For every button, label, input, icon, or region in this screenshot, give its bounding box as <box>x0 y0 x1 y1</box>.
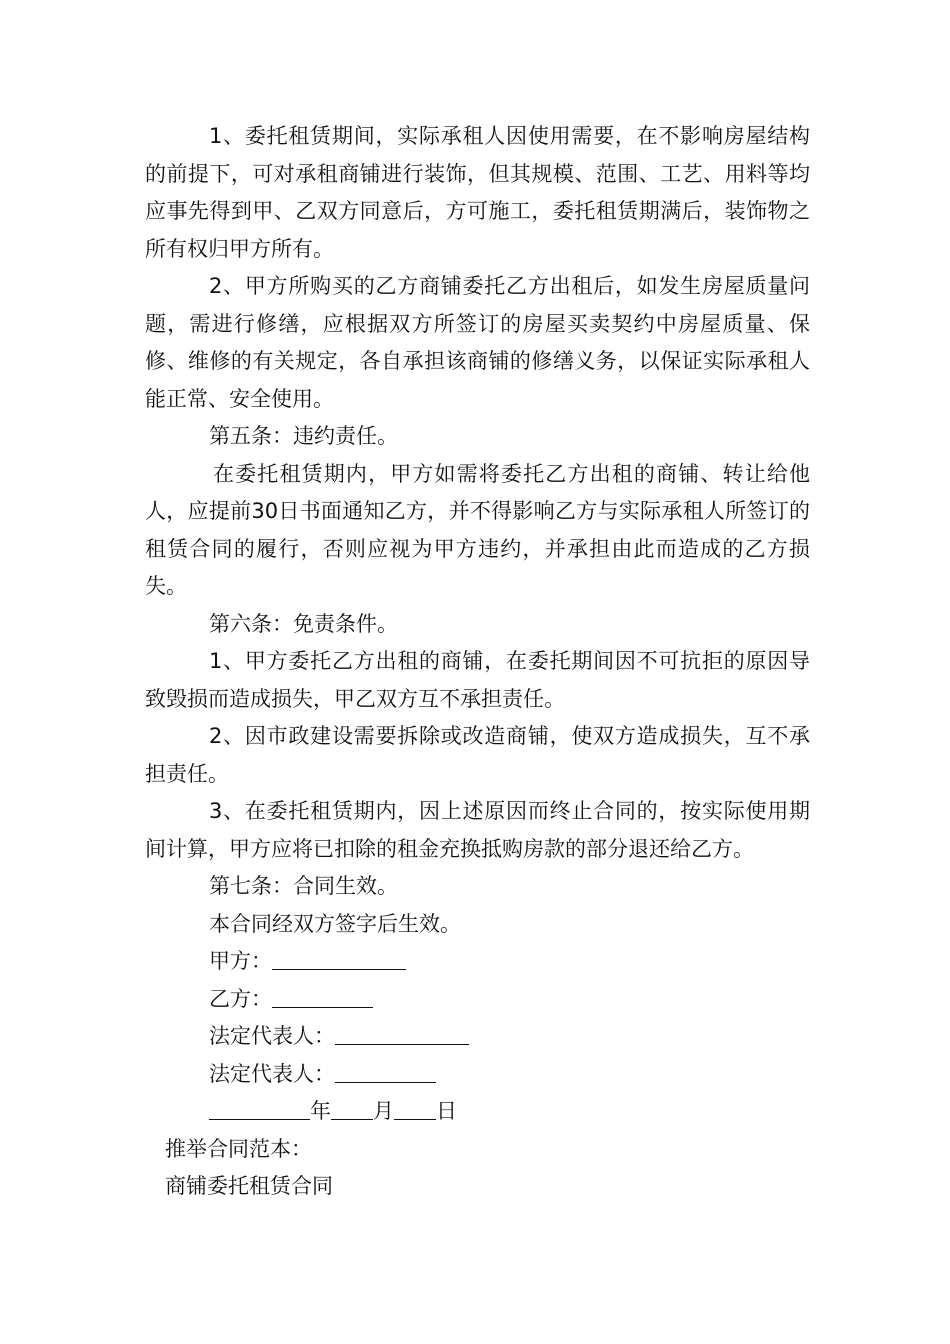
legal-rep-label-2: 法定代表人： <box>209 1061 335 1086</box>
day-label: 日 <box>436 1099 457 1123</box>
legal-rep-label-1: 法定代表人： <box>209 1024 335 1048</box>
party-a-blank <box>272 947 406 970</box>
party-b-blank <box>272 985 373 1008</box>
month-blank <box>331 1097 373 1120</box>
contract-title: 商铺委托租赁合同 <box>165 1174 333 1198</box>
recommend-label: 推举合同范本： <box>165 1136 312 1161</box>
party-a-label: 甲方： <box>209 949 272 973</box>
party-b-label: 乙方： <box>209 986 272 1011</box>
legal-rep-blank-1 <box>335 1022 469 1045</box>
section-heading: 第五条：违约责任。 <box>209 424 398 448</box>
clause-paragraph: 2、甲方所购买的乙方商铺委托乙方出租后，如发生房屋质量问题，需进行修缮，应根据双方所签订的房屋买卖契约中房屋质量、保修、维修的有关规定，各自承担该商铺的修缮义务，以保证实际承租人能正常、安全使用。 <box>145 274 810 411</box>
clause-paragraph: 1、委托租赁期间，实际承租人因使用需要，在不影响房屋结构的前提下，可对承租商铺进行装饰，但其规模、范围、工艺、用料等均应事先得到甲、乙双方同意后，方可施工，委托租赁期满后，装饰物之所有权归甲方所有。 <box>145 124 810 261</box>
date-line <box>145 1093 810 1131</box>
section-heading: 第六条：免责条件。 <box>209 611 398 636</box>
clause-paragraph: 3、在委托租赁期内，因上述原因而终止合同的，按实际使用期间计算，甲方应将已扣除的租金充换抵购房款的部分退还给乙方。 <box>145 799 810 861</box>
clause-paragraph: 2、因市政建设需要拆除或改造商铺，使双方造成损失，互不承担责任。 <box>145 724 810 786</box>
day-blank <box>394 1097 436 1120</box>
clause-paragraph: 1、甲方委托乙方出租的商铺，在委托期间因不可抗拒的原因导致毁损而造成损失，甲乙双方互不承担责任。 <box>145 649 810 711</box>
year-label: 年 <box>310 1099 331 1123</box>
document-body <box>145 118 810 1206</box>
section-heading: 第七条：合同生效。 <box>209 874 398 898</box>
party-b-signature-line <box>145 981 810 1019</box>
legal-rep-line-1 <box>145 1018 810 1056</box>
clause-paragraph: 在委托租赁期内，甲方如需将委托乙方出租的商铺、转让给他人，应提前30日书面通知乙方，并不得影响乙方与实际承租人所签订的租赁合同的履行，否则应视为甲方违约，并承担由此而造成的乙方损失。 <box>145 461 810 598</box>
year-blank <box>209 1097 310 1120</box>
month-label: 月 <box>373 1099 394 1123</box>
effective-clause: 本合同经双方签字后生效。 <box>209 911 461 936</box>
legal-rep-blank-2 <box>335 1060 436 1083</box>
party-a-signature-line <box>145 943 810 981</box>
legal-rep-line-2 <box>145 1056 810 1094</box>
